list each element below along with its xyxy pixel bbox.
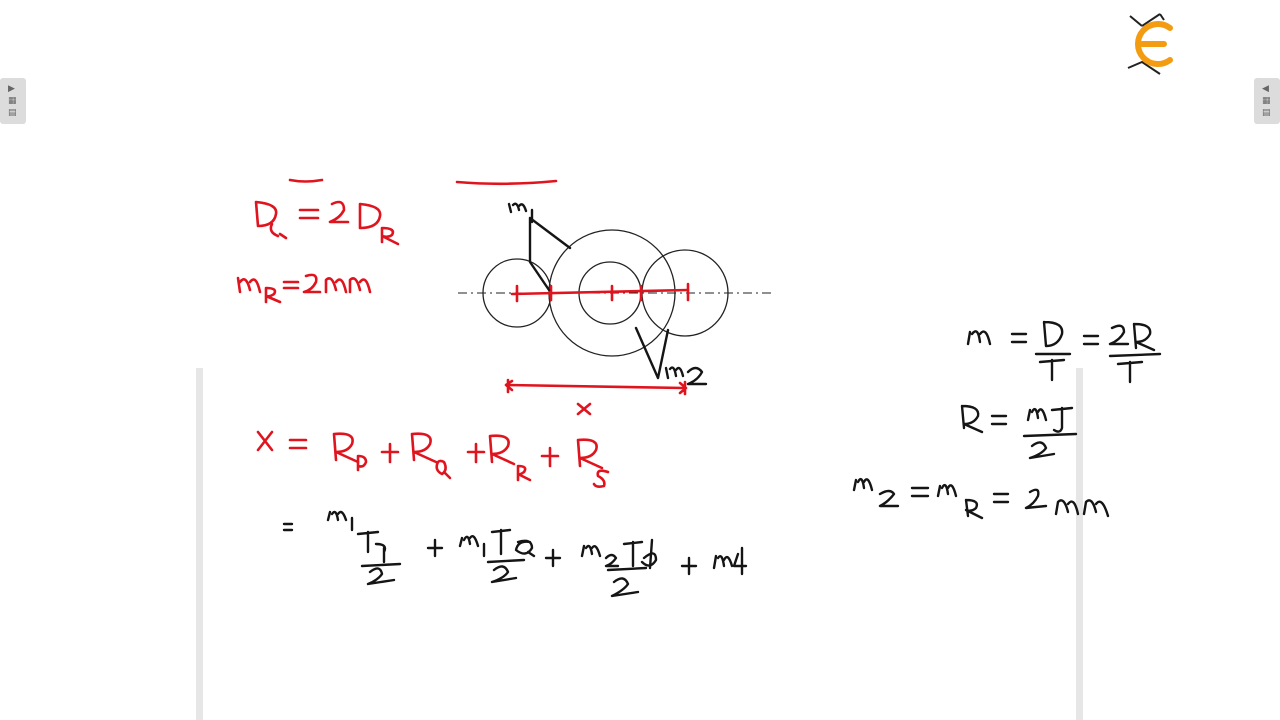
hw-expansion <box>284 512 746 596</box>
hw-x-label <box>578 404 590 414</box>
list-icon: ▤ <box>1262 108 1271 118</box>
play-icon: ▶ <box>8 84 15 94</box>
hw-x-equation <box>258 432 608 487</box>
hw-module-relation <box>968 322 1160 382</box>
hw-m2-leader <box>636 328 668 378</box>
hw-m1 <box>509 204 532 222</box>
hw-dq-2dr <box>256 202 398 244</box>
grid-icon: ▦ <box>1262 96 1271 106</box>
play-back-icon: ◀ <box>1262 84 1269 94</box>
grid-icon: ▦ <box>8 96 17 106</box>
underline-p-and-s <box>457 181 556 184</box>
hw-radius-relation <box>962 406 1076 458</box>
list-icon: ▤ <box>8 108 17 118</box>
hw-mr-2mm <box>238 275 370 302</box>
underline-mm <box>290 180 322 182</box>
hw-x-dimension <box>506 380 686 394</box>
hw-m2-equals-mr <box>854 479 1108 518</box>
